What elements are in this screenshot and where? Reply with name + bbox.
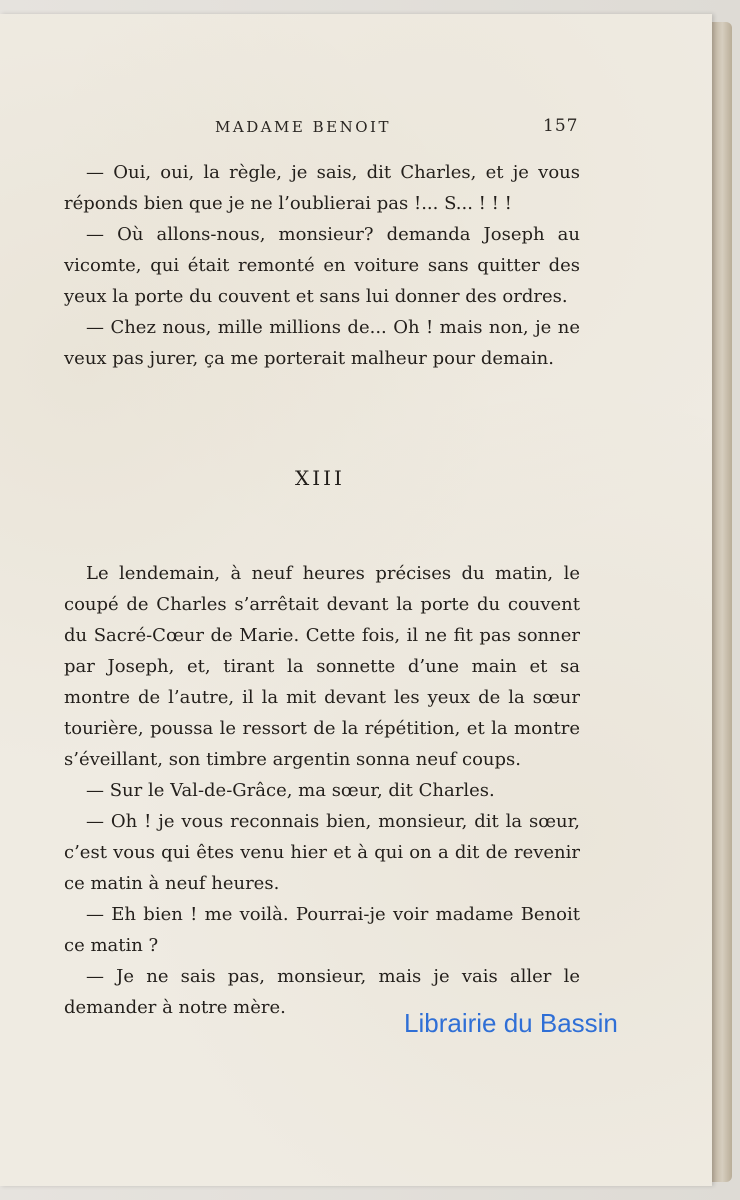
paragraph: — Sur le Val-de-Grâce, ma sœur, dit Charles. — [86, 780, 495, 801]
bottom-text-block — [64, 558, 580, 1023]
running-title: MADAME BENOIT — [215, 118, 391, 136]
chapter-heading: XIII — [295, 466, 345, 490]
paragraph: Le lendemain, à neuf heures précises du matin, le coupé de Charles s’arrêtait devant la porte du couvent du Sacré-Cœur de Marie. Cette fois, il ne fit pas sonner par Joseph, et, tirant la sonnette d’une main et sa montre de l’autre, il la mit devant les yeux de la sœur tourière, poussa le ressort de la répétition, et la montre s’éveillant, son timbre argentin sonna neuf coups. — [64, 563, 580, 770]
top-text-block — [64, 157, 580, 374]
running-head — [0, 110, 712, 140]
paragraph: — Je ne sais pas, monsieur, mais je vais aller le demander à notre mère. — [64, 966, 580, 1018]
paragraph: — Oh ! je vous reconnais bien, monsieur, dit la sœur, c’est vous qui êtes venu hier et à qui on a dit de revenir ce matin à neuf heures. — [64, 811, 580, 894]
watermark-text: Librairie du Bassin — [404, 1008, 618, 1038]
page-number: 157 — [543, 116, 579, 136]
paragraph: — Eh bien ! me voilà. Pourrai-je voir madame Benoit ce matin ? — [64, 904, 580, 956]
paragraph: — Chez nous, mille millions de... Oh ! mais non, je ne veux pas jurer, ça me porterait malheur pour demain. — [64, 317, 580, 369]
paragraph: — Oui, oui, la règle, je sais, dit Charles, et je vous réponds bien que je ne l’oublierai pas !... S... ! ! ! — [64, 162, 580, 214]
paragraph: — Où allons-nous, monsieur? demanda Joseph au vicomte, qui était remonté en voiture sans quitter des yeux la porte du couvent et sans lui donner des ordres. — [64, 224, 580, 307]
